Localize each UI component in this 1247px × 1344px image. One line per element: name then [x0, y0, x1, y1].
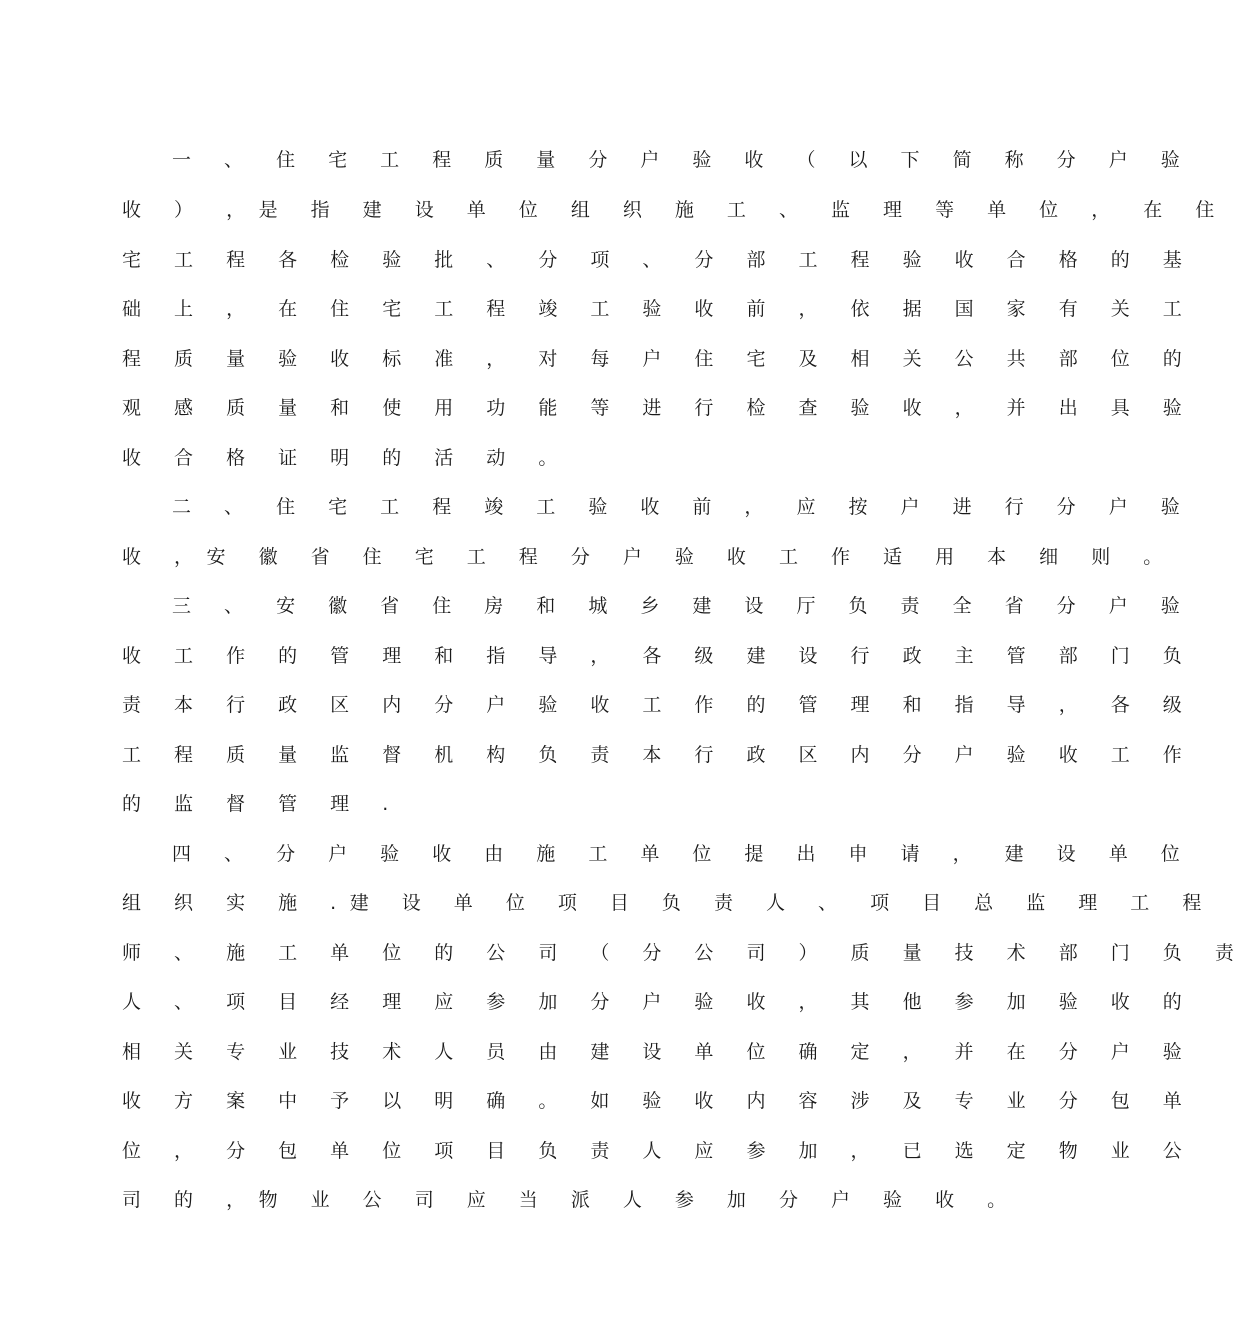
paragraph-4-line-5: 相 关 专 业 技 术 人 员 由 建 设 单 位 确 定 ， 并 在 分 户 验 [122, 1041, 1196, 1063]
paragraph-1-line-2: 收 ） ，是 指 建 设 单 位 组 织 施 工 、 监 理 等 单 位 ， 在 住 [122, 199, 1228, 221]
paragraph-1-line-6: 观 感 质 量 和 使 用 功 能 等 进 行 检 查 验 收 ， 并 出 具 验 [122, 397, 1196, 419]
paragraph-4-line-2: 组 织 实 施 .建 设 单 位 项 目 负 责 人 、 项 目 总 监 理 工 程 [122, 892, 1215, 914]
paragraph-4-line-7: 位 ， 分 包 单 位 项 目 负 责 人 应 参 加 ， 已 选 定 物 业 公 [122, 1140, 1196, 1162]
paragraph-3-line-5: 的 监 督 管 理 . [122, 793, 402, 815]
paragraph-4-line-6: 收 方 案 中 予 以 明 确 。 如 验 收 内 容 涉 及 专 业 分 包 单 [122, 1090, 1196, 1112]
paragraph-2-line-2: 收 ，安 徽 省 住 宅 工 程 分 户 验 收 工 作 适 用 本 细 则 。 [122, 546, 1176, 568]
paragraph-3-line-2: 收 工 作 的 管 理 和 指 导 ， 各 级 建 设 行 政 主 管 部 门 负 [122, 645, 1196, 667]
paragraph-1-line-4: 础 上 ， 在 住 宅 工 程 竣 工 验 收 前 ， 依 据 国 家 有 关 工 [122, 298, 1196, 320]
paragraph-4-line-3: 师 、 施 工 单 位 的 公 司 （ 分 公 司 ） 质 量 技 术 部 门 负 责 [122, 942, 1247, 964]
paragraph-1-line-5: 程 质 量 验 收 标 准 ， 对 每 户 住 宅 及 相 关 公 共 部 位 的 [122, 348, 1196, 370]
paragraph-1-line-3: 宅 工 程 各 检 验 批 、 分 项 、 分 部 工 程 验 收 合 格 的 基 [122, 249, 1196, 271]
paragraph-4-line-1: 四 、 分 户 验 收 由 施 工 单 位 提 出 申 请 ， 建 设 单 位 [172, 843, 1194, 865]
paragraph-1-line-1: 一 、 住 宅 工 程 质 量 分 户 验 收 （ 以 下 简 称 分 户 验 [172, 149, 1194, 171]
paragraph-1-line-7: 收 合 格 证 明 的 活 动 。 [122, 447, 571, 469]
paragraph-3-line-1: 三 、 安 徽 省 住 房 和 城 乡 建 设 厅 负 责 全 省 分 户 验 [172, 595, 1194, 617]
paragraph-4-line-8: 司 的 ，物 业 公 司 应 当 派 人 参 加 分 户 验 收 。 [122, 1189, 1020, 1211]
paragraph-2-line-1: 二 、 住 宅 工 程 竣 工 验 收 前 ， 应 按 户 进 行 分 户 验 [172, 496, 1194, 518]
paragraph-4-line-4: 人 、 项 目 经 理 应 参 加 分 户 验 收 ， 其 他 参 加 验 收 的 [122, 991, 1196, 1013]
paragraph-3-line-3: 责 本 行 政 区 内 分 户 验 收 工 作 的 管 理 和 指 导 ， 各 级 [122, 694, 1196, 716]
paragraph-3-line-4: 工 程 质 量 监 督 机 构 负 责 本 行 政 区 内 分 户 验 收 工 作 [122, 744, 1196, 766]
